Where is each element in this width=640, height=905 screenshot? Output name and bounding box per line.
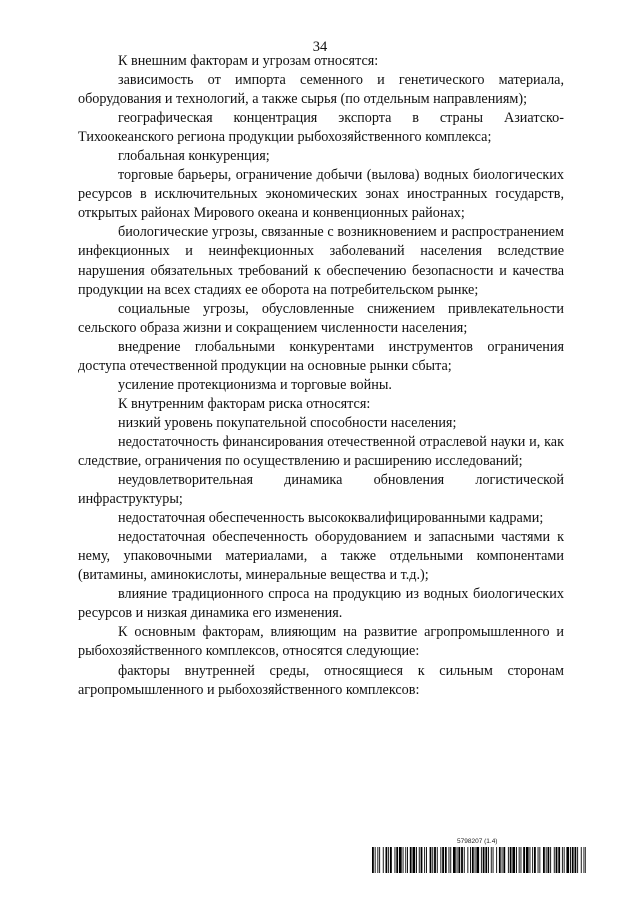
paragraph: внедрение глобальными конкурентами инструментов ограничения доступа отечественной продукции на основные рынки сбыта; bbox=[78, 338, 564, 374]
page-number: 34 bbox=[312, 39, 328, 55]
paragraph: торговые барьеры, ограничение добычи (вылова) водных биологических ресурсов в исключительных экономических зонах иностранных государств, открытых районах Мирового океана и конвенционных районах; bbox=[78, 167, 564, 222]
paragraph: неудовлетворительная динамика обновления логистической инфраструктуры; bbox=[78, 472, 564, 508]
document-body bbox=[78, 52, 564, 700]
paragraph: факторы внутренней среды, относящиеся к сильным сторонам агропромышленного и рыбохозяйственного комплексов: bbox=[78, 662, 564, 698]
paragraph: К внутренним факторам риска относятся: bbox=[118, 395, 371, 412]
paragraph: зависимость от импорта семенного и генетического материала, оборудования и технологий, а также сырья (по отдельным направлениям); bbox=[78, 72, 564, 108]
paragraph: географическая концентрация экспорта в страны Азиатско-Тихоокеанского региона продукции рыбохозяйственного комплекса; bbox=[78, 110, 564, 146]
document-code: 5798207 (1.4) bbox=[457, 838, 498, 845]
paragraph: К внешним факторам и угрозам относятся: bbox=[118, 53, 379, 69]
paragraph: недостаточная обеспеченность высококвалифицированными кадрами; bbox=[118, 510, 544, 527]
paragraph: недостаточность финансирования отечественной отраслевой науки и, как следствие, ограничения по осуществлению и расширению исследований; bbox=[78, 433, 564, 469]
paragraph: усиление протекционизма и торговые войны. bbox=[118, 376, 392, 393]
paragraph: глобальная конкуренция; bbox=[118, 148, 270, 165]
paragraph: биологические угрозы, связанные с возникновением и распространением инфекционных и неинфекционных заболеваний населения вследствие нарушения обязательных требований к обеспечению безопасности и качества продукции на всех стадиях ее оборота на потребительском рынке; bbox=[78, 224, 564, 298]
paragraph: недостаточная обеспеченность оборудованием и запасными частями к нему, упаковочными материалами, а также отдельными компонентами (витамины, аминокислоты, минеральные вещества и т.д.); bbox=[78, 529, 564, 584]
barcode-icon bbox=[372, 847, 586, 873]
paragraph: влияние традиционного спроса на продукцию из водных биологических ресурсов и низкая динамика его изменения. bbox=[78, 586, 564, 622]
paragraph: социальные угрозы, обусловленные снижением привлекательности сельского образа жизни и сокращением численности населения; bbox=[78, 300, 564, 336]
paragraph: К основным факторам, влияющим на развитие агропромышленного и рыбохозяйственного комплексов, относятся следующие: bbox=[78, 624, 564, 660]
paragraph: низкий уровень покупательной способности населения; bbox=[118, 414, 457, 431]
